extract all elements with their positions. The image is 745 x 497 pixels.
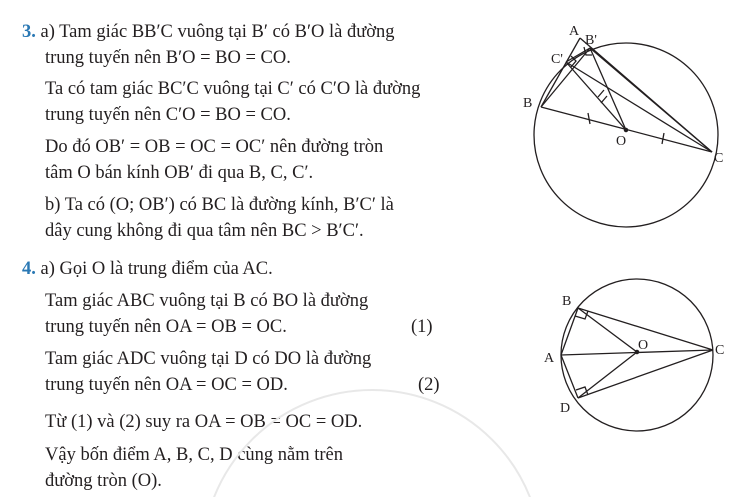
figure1-center-dot: [624, 128, 627, 131]
problem3-line-4: trung tuyến nên C′O = BO = CO.: [45, 105, 291, 125]
problem4-line-5: trung tuyến nên OA = OC = OD.: [45, 375, 288, 395]
problem4-line-4: Tam giác ADC vuông tại D có DO là đường: [45, 349, 372, 369]
problem4-eq-tag-1: (1): [411, 317, 433, 337]
figure1-seg-OBprime: [590, 48, 626, 130]
figure1-tick-3: [598, 90, 604, 97]
figure1-label-Cprime: C': [551, 52, 563, 67]
figure1-label-Bprime: B': [585, 33, 597, 48]
figure2-seg-AB: [561, 308, 578, 355]
problem4-line-3: trung tuyến nên OA = OB = OC.: [45, 317, 287, 337]
figure1-seg-BBprime: [541, 48, 590, 107]
figure1-label-B: B: [523, 96, 533, 111]
problem4-eq-tag-2: (2): [418, 375, 440, 395]
figure2-right-angle-D: [576, 387, 588, 395]
problem4-number: 4.: [22, 259, 36, 279]
problem4-line-8: đường tròn (O).: [45, 471, 162, 491]
figure2-label-C: C: [715, 343, 725, 358]
figure1-tick-1: [588, 113, 590, 124]
problem3-line-6: tâm O bán kính OB′ đi qua B, C, C′.: [45, 163, 314, 183]
figure1-seg-AB: [541, 38, 580, 107]
figure2-label-B: B: [562, 294, 572, 309]
figure1-label-O: O: [616, 134, 627, 149]
problem4-text-1: a) Gọi O là trung điểm của AC.: [40, 259, 273, 279]
figure2-label-A: A: [544, 351, 555, 366]
figure2-label-D: D: [560, 401, 571, 416]
problem4-line-7: Vậy bốn điểm A, B, C, D cùng nằm trên: [45, 445, 344, 465]
figure1-label-A: A: [569, 24, 580, 39]
figure2: [561, 279, 713, 431]
problem3-text-1: a) Tam giác BB′C vuông tại B′ có B′O là đường: [40, 22, 395, 42]
figure2-circle: [561, 279, 713, 431]
problem3-number: 3.: [22, 22, 36, 42]
figure1-seg-CCprime: [566, 62, 712, 152]
watermark-circle: [202, 390, 542, 497]
problem3-line-7: b) Ta có (O; OB′) có BC là đường kính, B′C′ là: [45, 195, 394, 215]
problem3-line-8: dây cung không đi qua tâm nên BC > B′C′.: [45, 221, 364, 241]
figure2-label-O: O: [638, 338, 649, 353]
figure2-seg-DC: [578, 350, 713, 398]
figure1-seg-OCprime: [566, 62, 626, 130]
problem3-line-5: Do đó OB′ = OB = OC = OC′ nên đường tròn: [45, 137, 384, 157]
problem3-line-3: Ta có tam giác BC′C vuông tại C′ có C′O là đường: [45, 79, 421, 99]
problem4-line-6: Từ (1) và (2) suy ra OA = OB = OC = OD.: [45, 412, 363, 432]
problem4-line-2: Tam giác ABC vuông tại B có BO là đường: [45, 291, 369, 311]
figure1-label-C: C: [714, 151, 724, 166]
figure1-tick-4: [601, 96, 607, 103]
problem3-line-2: trung tuyến nên B′O = BO = CO.: [45, 48, 291, 68]
